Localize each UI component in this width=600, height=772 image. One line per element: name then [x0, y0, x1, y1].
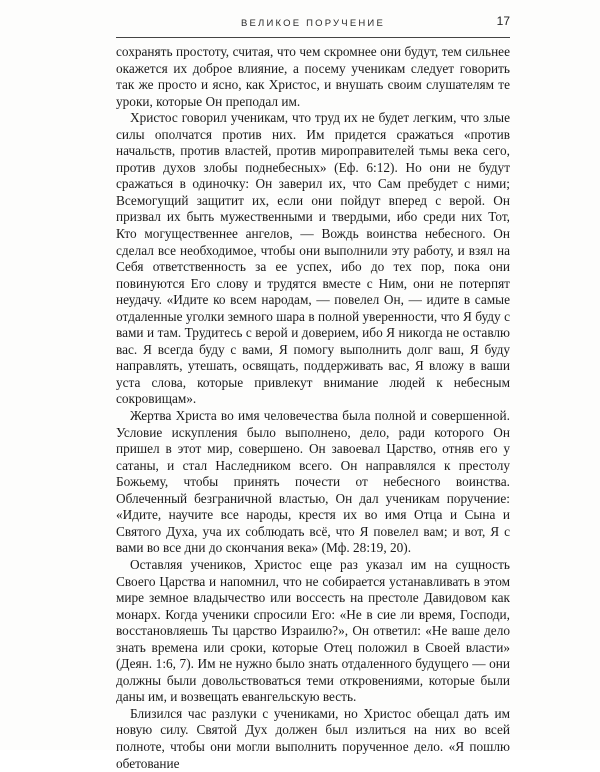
running-title: ВЕЛИКОЕ ПОРУЧЕНИЕ	[240, 18, 385, 29]
header-rule	[116, 37, 510, 38]
paragraph-2: Христос говорил ученикам, что труд их не будет легким, что злые силы ополчатся против них. Им придется сражаться «против начальств, против властей, против мироправителей тьмы века сего, против духов злобы поднебесных» (Еф. 6:12). Но они не будут сражаться в одиночку: Он заверил их, что Сам пребудет с ними; Всемогущий защитит их, если они пойдут вперед с верой. Он призвал их быть мужественными и твердыми, ибо среди них Тот, Кто могущественнее ангелов, — Вождь воинства небесного. Он сделал все необходимое, чтобы они выполнили эту работу, и взял на Себя ответственность за ее успех, ибо до тех пор, пока они повинуются Его слову и трудятся вместе с Ним, они не потерпят неудачу. «Идите ко всем народам, — повелел Он, — идите в самые отдаленные уголки земного шара в полной уверенности, что Я буду с вами и там. Трудитесь с верой и доверием, ибо Я никогда не оставлю вас. Я всегда буду с вами, Я помогу выполнить долг ваш, Я буду направлять, утешать, освящать, поддерживать вас, Я вложу в ваши уста слова, которые привлекут внимание людей к небесным сокровищам».	[116, 110, 510, 407]
paragraph-5: Близился час разлуки с учениками, но Христос обещал дать им новую силу. Святой Дух должен был излиться на них во всей полноте, чтобы они могли выполнить порученное дело. «Я пошлю обетование	[116, 705, 510, 771]
paragraph-4: Оставляя учеников, Христос еще раз указал им на сущность Своего Царства и напомнил, что не собирается устанавливать в этом мире земное владычество или воссесть на престоле Давидовом как монарх. Когда ученики спросили Его: «Не в сие ли время, Господи, восстановляешь Ты царство Израилю?», Он ответил: «Не ваше дело знать времена или сроки, которые Отец положил в Своей власти» (Деян. 1:6, 7). Им не нужно было знать отдаленного будущего — они должны были довольствоваться теми откровениями, которые были даны им, и возвещать евангельскую весть.	[116, 556, 510, 705]
page-number: 17	[496, 14, 510, 28]
page-header	[116, 12, 510, 38]
paragraph-3: Жертва Христа во имя человечества была полной и совершенной. Условие искупления было выполнено, дело, ради которого Он пришел в этот мир, совершено. Он завоевал Царство, отняв его у сатаны, и стал Наследником всего. Он направлялся к престолу Божьему, чтобы принять почести от небесного воинства. Облеченный безграничной властью, Он дал ученикам поручение: «Идите, научите все народы, крестя их во имя Отца и Сына и Святого Духа, уча их соблюдать всё, что Я повелел вам; и вот, Я с вами во все дни до скончания века» (Мф. 28:19, 20).	[116, 408, 510, 556]
paragraph-1: сохранять простоту, считая, что чем скромнее они будут, тем сильнее окажется их доброе влияние, а посему ученикам следует говорить так же просто и ясно, как Христос, и внушать своим слушателям те уроки, которые Он преподал им.	[116, 44, 510, 109]
body-text	[116, 44, 510, 772]
